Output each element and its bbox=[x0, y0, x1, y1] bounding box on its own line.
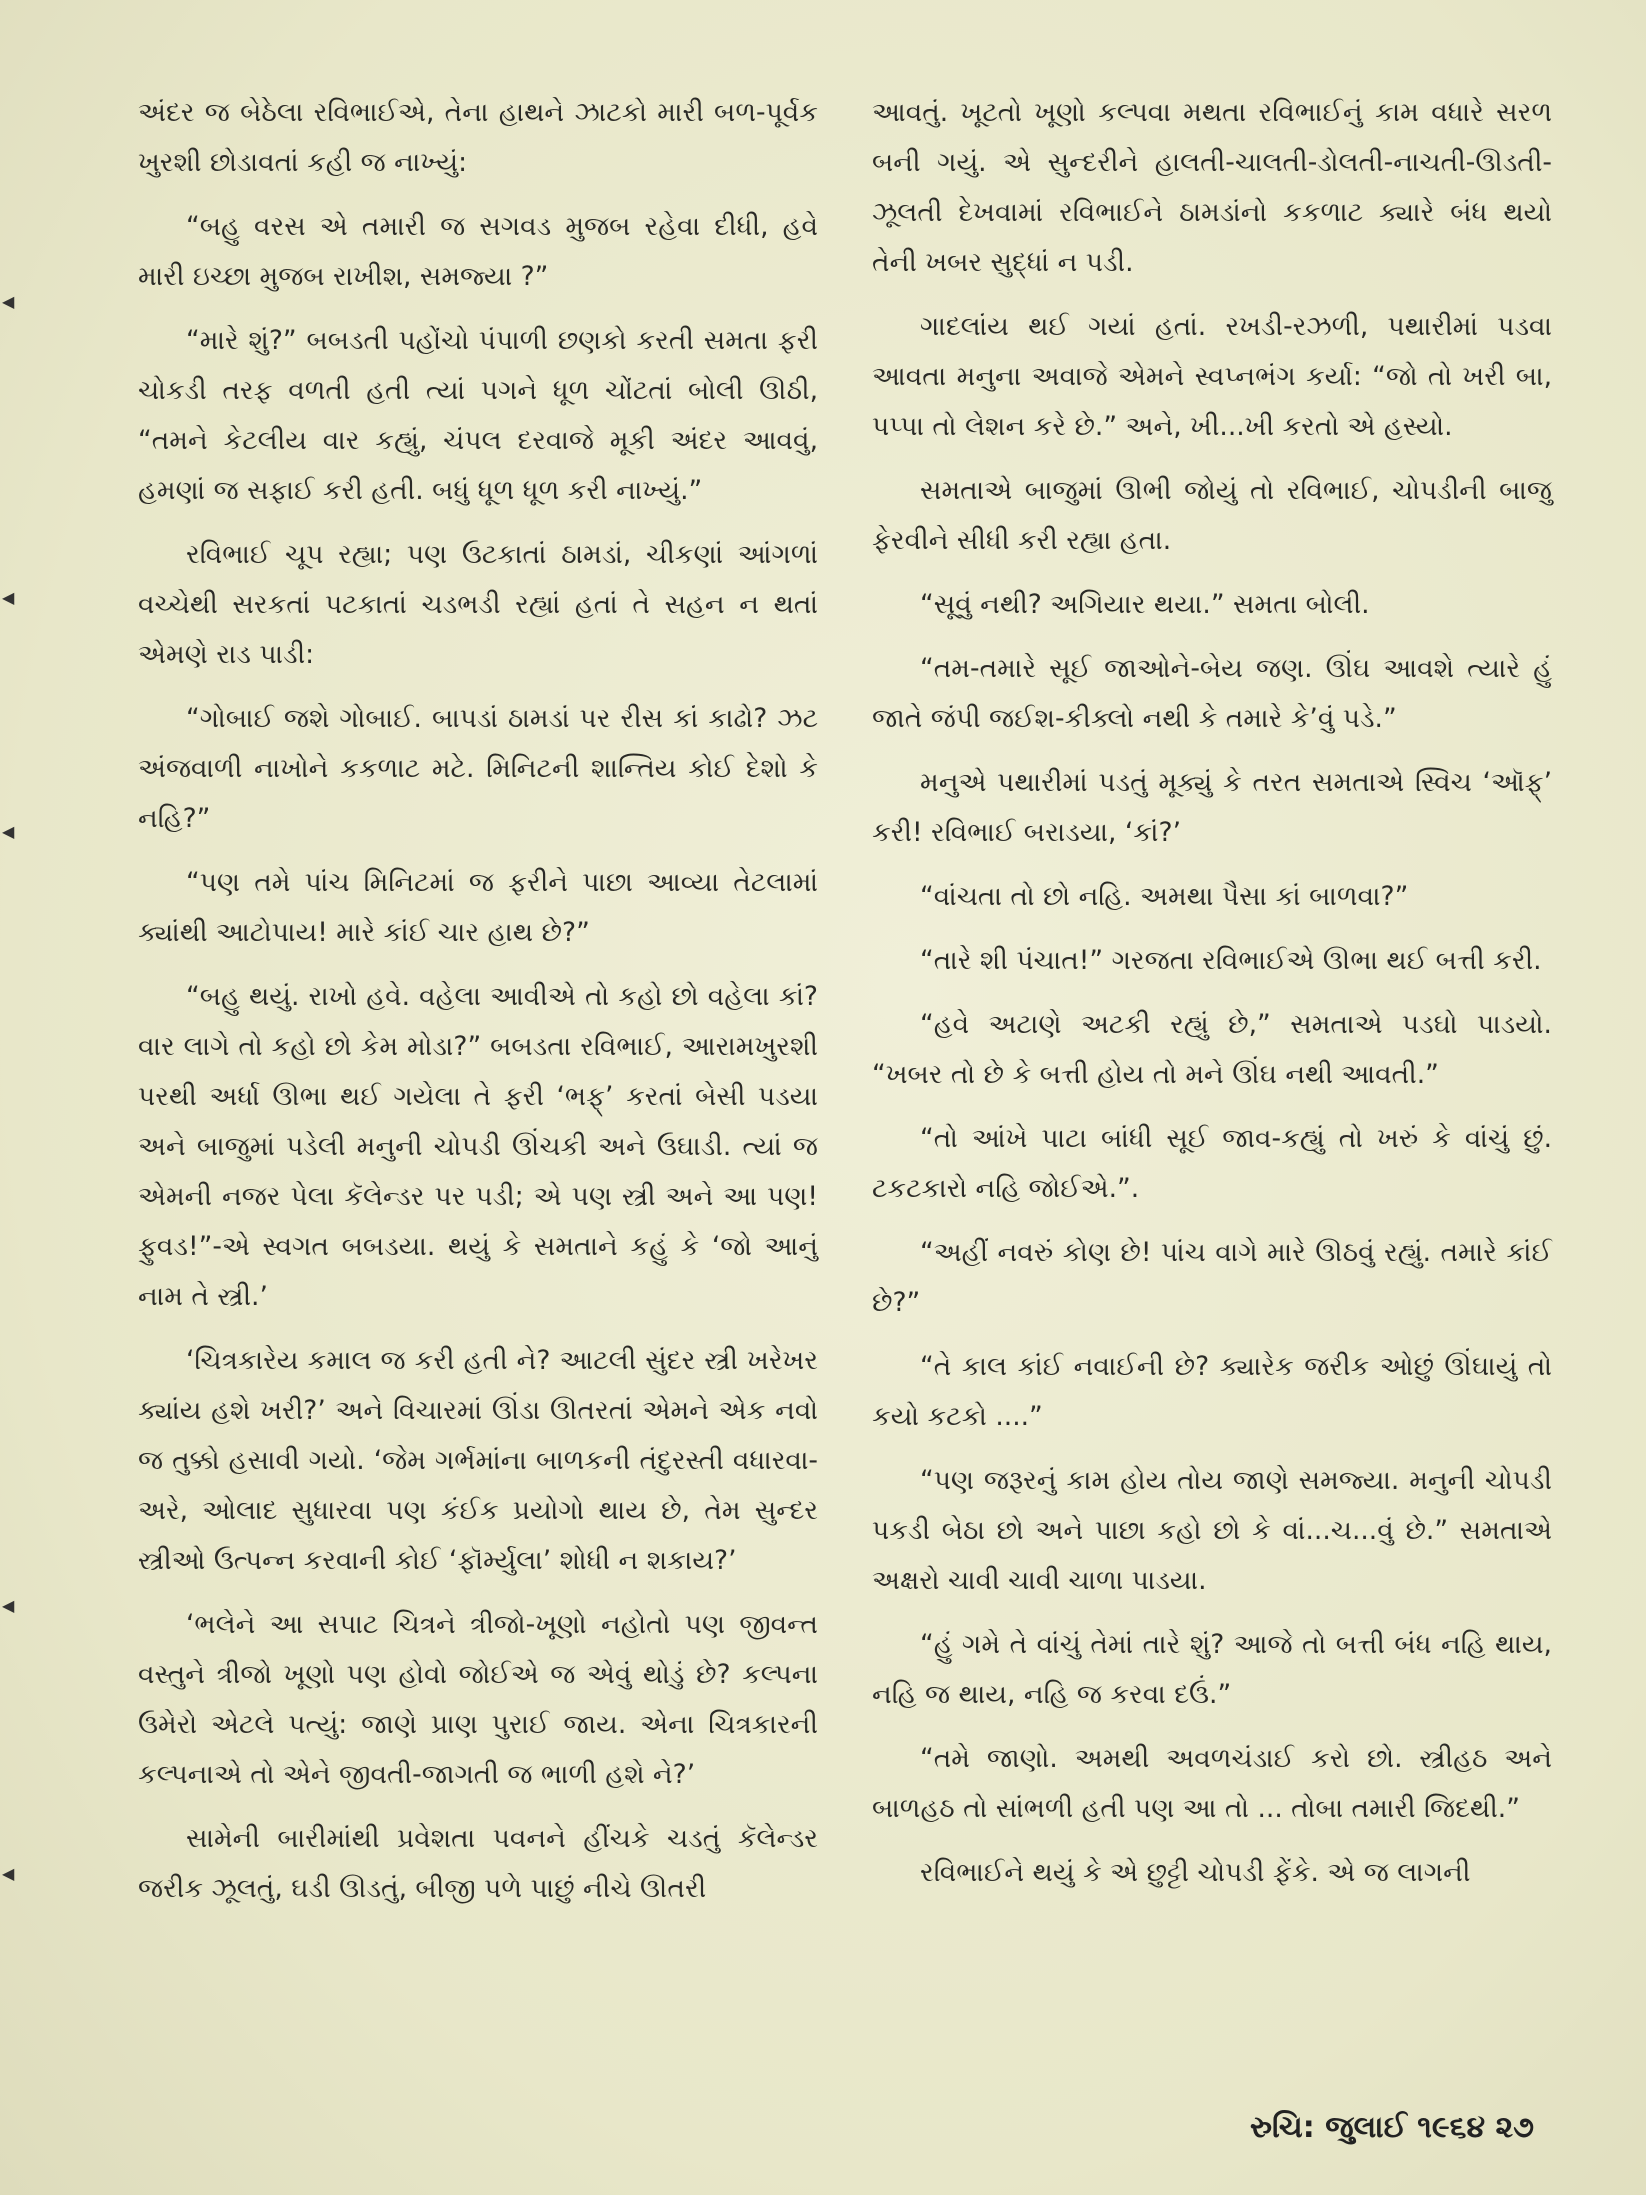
paragraph: આવતું. ખૂટતો ખૂણો કલ્પવા મથતા રવિભાઈનું કામ વધારે સરળ બની ગયું. એ સુન્દરીને હાલતી-ચાલતી-ડોલતી-નાચતી-ઊડતી-ઝૂલતી દેખવામાં રવિભાઈને ઠામડાંનો કકળાટ ક્યારે બંધ થયો તેની ખબર સુદ્ધાં ન પડી. bbox=[872, 97, 1552, 278]
paragraph: “બહુ થયું. રાખો હવે. વહેલા આવીએ તો કહો છો વહેલા કાં? વાર લાગે તો કહો છો કેમ મોડા?” બબડતા રવિભાઈ, આરામખુરશી પરથી અર્ધા ઊભા થઈ ગયેલા તે ફરી ‘ભફ્’ કરતાં બેસી પડયા અને બાજુમાં પડેલી મનુની ચોપડી ઊંચકી અને ઉઘાડી. ત્યાં જ એમની નજર પેલા કૅલેન્ડર પર પડી; એ પણ સ્ત્રી અને આ પણ! ફુવડ!”-એ સ્વગત બબડયા. થયું કે સમતાને કહું કે ‘જો આનું નામ તે સ્ત્રી.’ bbox=[138, 981, 818, 1312]
binding-mark: ◀ bbox=[2, 292, 15, 311]
left-column bbox=[138, 88, 818, 1928]
paragraph: “અહીં નવરું કોણ છે! પાંચ વાગે મારે ઊઠવું રહ્યું. તમારે કાંઈ છે?” bbox=[872, 1237, 1552, 1318]
paragraph: “બહુ વરસ એ તમારી જ સગવડ મુજબ રહેવા દીધી, હવે મારી ઇચ્છા મુજબ રાખીશ, સમજ્યા ?” bbox=[138, 211, 818, 292]
paragraph: “તમ-તમારે સૂઈ જાઓને-બેય જણ. ઊંઘ આવશે ત્યારે હું જાતે જંપી જઈશ-કીક્લો નથી કે તમારે કે’વું પડે.” bbox=[872, 653, 1552, 734]
paragraph: રવિભાઈને થયું કે એ છુટ્ટી ચોપડી ફેંકે. એ જ લાગની bbox=[920, 1857, 1471, 1888]
right-column bbox=[872, 88, 1552, 1912]
paragraph: “પણ જરૂરનું કામ હોય તોય જાણે સમજ્યા. મનુની ચોપડી પકડી બેઠા છો અને પાછા કહો છો કે વાં...ચ...વું છે.” સમતાએ અક્ષરો ચાવી ચાવી ચાળા પાડયા. bbox=[872, 1465, 1552, 1596]
paragraph: ‘ચિત્રકારેય કમાલ જ કરી હતી ને? આટલી સુંદર સ્ત્રી ખરેખર ક્યાંય હશે ખરી?’ અને વિચારમાં ઊંડા ઊતરતાં એમને એક નવો જ તુક્કો હસાવી ગયો. ‘જેમ ગર્ભમાંના બાળકની તંદુરસ્તી વધારવા-અરે, ઓલાદ સુધારવા પણ કંઈક પ્રયોગો થાય છે, તેમ સુન્દર સ્ત્રીઓ ઉત્પન્ન કરવાની કોઈ ‘ફૉર્મ્યુલા’ શોધી ન શકાય?’ bbox=[138, 1345, 818, 1576]
paragraph: “હવે અટાણે અટકી રહ્યું છે,” સમતાએ પડઘો પાડયો. “ખબર તો છે કે બત્તી હોય તો મને ઊંઘ નથી આવતી.” bbox=[872, 1009, 1552, 1090]
paragraph: અંદર જ બેઠેલા રવિભાઈએ, તેના હાથને ઝાટકો મારી બળ-પૂર્વક ખુરશી છોડાવતાં કહી જ નાખ્યું: bbox=[138, 97, 818, 178]
binding-mark: ◀ bbox=[2, 822, 15, 841]
paragraph: રવિભાઈ ચૂપ રહ્યા; પણ ઉટકાતાં ઠામડાં, ચીકણાં આંગળાં વચ્ચેથી સરકતાં પટકાતાં ચડભડી રહ્યાં હતાં તે સહન ન થતાં એમણે રાડ પાડી: bbox=[138, 539, 818, 670]
binding-mark: ◀ bbox=[2, 1596, 15, 1615]
paragraph: સામેની બારીમાંથી પ્રવેશતા પવનને હીંચકે ચડતું કૅલેન્ડર જરીક ઝૂલતું, ઘડી ઊડતું, બીજી પળે પાછું નીચે ઊતરી bbox=[138, 1823, 818, 1904]
paragraph: “પણ તમે પાંચ મિનિટમાં જ ફરીને પાછા આવ્યા તેટલામાં ક્યાંથી આટોપાય! મારે કાંઈ ચાર હાથ છે?” bbox=[138, 867, 818, 948]
binding-mark: ◀ bbox=[2, 1864, 15, 1883]
paragraph: “વાંચતા તો છો નહિ. અમથા પૈસા કાં બાળવા?” bbox=[920, 881, 1409, 912]
paragraph: ‘ભલેને આ સપાટ ચિત્રને ત્રીજો-ખૂણો નહોતો પણ જીવન્ત વસ્તુને ત્રીજો ખૂણો પણ હોવો જોઈએ જ એવું થોડું છે? કલ્પના ઉમેરો એટલે પત્યું: જાણે પ્રાણ પુરાઈ જાય. એના ચિત્રકારની કલ્પનાએ તો એને જીવતી-જાગતી જ ભાળી હશે ને?’ bbox=[138, 1609, 818, 1790]
paragraph: “ગોબાઈ જશે ગોબાઈ. બાપડાં ઠામડાં પર રીસ કાં કાઢો? ઝટ અંજવાળી નાખોને કકળાટ મટે. મિનિટની શાન્તિય કોઈ દેશો કે નહિ?” bbox=[138, 703, 818, 834]
paragraph: સમતાએ બાજુમાં ઊભી જોયું તો રવિભાઈ, ચોપડીની બાજુ ફેરવીને સીધી કરી રહ્યા હતા. bbox=[872, 475, 1552, 556]
paragraph: “તારે શી પંચાત!” ગરજતા રવિભાઈએ ઊભા થઈ બત્તી કરી. bbox=[920, 945, 1542, 976]
paragraph: “મારે શું?” બબડતી પહોંચો પંપાળી છણકો કરતી સમતા ફરી ચોકડી તરફ વળતી હતી ત્યાં પગને ધૂળ ચોંટતાં બોલી ઊઠી, “તમને કેટલીય વાર કહ્યું, ચંપલ દરવાજે મૂકી અંદર આવવું, હમણાં જ સફાઈ કરી હતી. બધું ધૂળ ધૂળ કરી નાખ્યું.” bbox=[138, 325, 818, 506]
paragraph: “તો આંખે પાટા બાંધી સૂઈ જાવ-કહ્યું તો ખરું કે વાંચું છું. ટકટકારો નહિ જોઈએ.”. bbox=[872, 1123, 1552, 1204]
paragraph: ગાદલાંય થઈ ગયાં હતાં. રખડી-રઝળી, પથારીમાં પડવા આવતા મનુના અવાજે એમને સ્વપ્નભંગ કર્યા: “જો તો ખરી બા, પપ્પા તો લેશન કરે છે.” અને, ખી...ખી કરતો એ હસ્યો. bbox=[872, 311, 1552, 442]
paragraph: “હું ગમે તે વાંચું તેમાં તારે શું? આજે તો બત્તી બંધ નહિ થાય, નહિ જ થાય, નહિ જ કરવા દઉં.” bbox=[872, 1629, 1552, 1710]
paragraph: મનુએ પથારીમાં પડતું મૂક્યું કે તરત સમતાએ સ્વિચ ‘ઑફ્’ કરી! રવિભાઈ બરાડયા, ‘કાં?’ bbox=[872, 767, 1552, 848]
page-footer: રુચિ: જુલાઈ ૧૯૬૪ ૨૭ bbox=[1250, 2110, 1534, 2145]
paragraph: “તે કાલ કાંઈ નવાઈની છે? ક્યારેક જરીક ઓછું ઊંઘાયું તો કયો કટકો ....” bbox=[872, 1351, 1552, 1432]
paragraph: “સૂવું નથી? અગિયાર થયા.” સમતા બોલી. bbox=[920, 589, 1370, 620]
binding-mark: ◀ bbox=[2, 588, 15, 607]
paragraph: “તમે જાણો. અમથી અવળચંડાઈ કરો છો. સ્ત્રીહઠ અને બાળહઠ તો સાંભળી હતી પણ આ તો ... તોબા તમારી જિદથી.” bbox=[872, 1743, 1552, 1824]
